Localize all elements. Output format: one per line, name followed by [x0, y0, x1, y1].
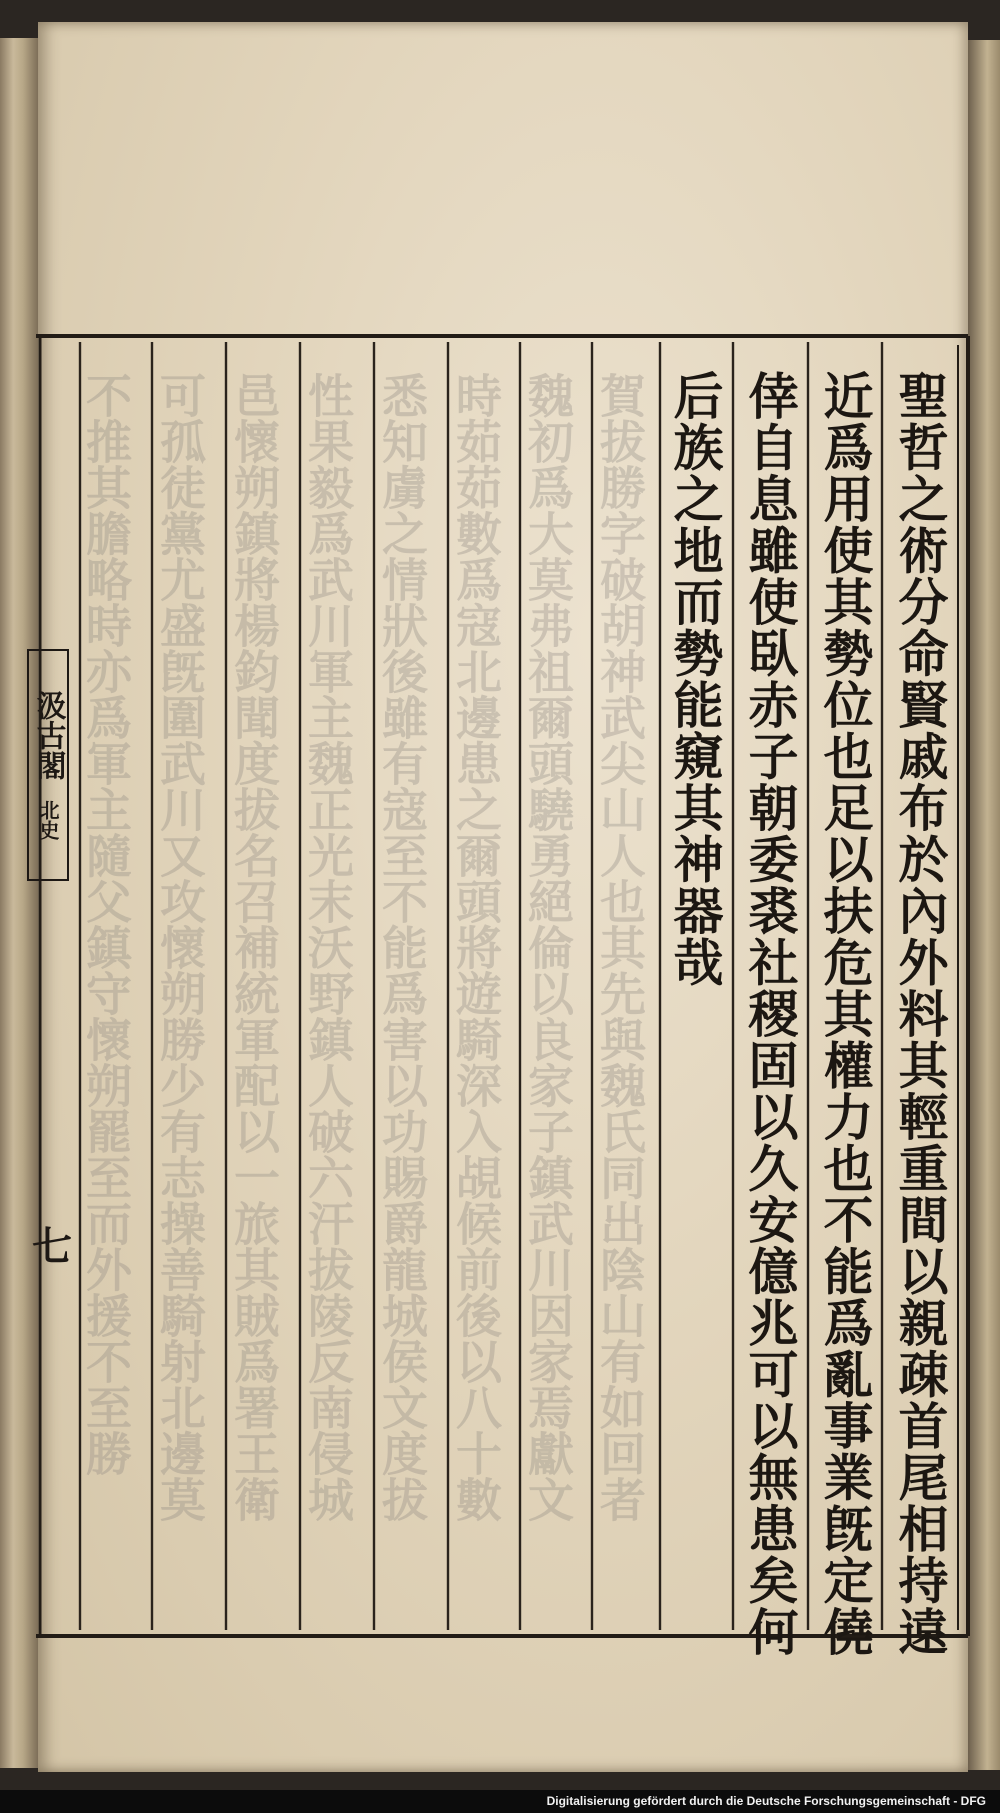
margin-block [28, 650, 72, 1270]
text-column-4: 后族之地而勢能窺其神器哉 [665, 370, 725, 988]
show-through-column: 不推其膽略時亦爲軍主隨父鎮守懷朔罷至而外援不至勝 [79, 372, 133, 1476]
show-through-column: 性果毅爲武川軍主魏正光末沃野鎮人破六汗拔陵反南侵城 [301, 372, 355, 1522]
text-column-2: 近爲用使其勢位也足以扶危其權力也不能爲亂事業旣定僥 [815, 370, 875, 1658]
text-column-3: 倖自息雖使臥赤子朝委裘社稷固以久安億兆可以無患矣何 [740, 370, 800, 1658]
footer-credit: Digitalisierung gefördert durch die Deutsche Forschungsgemeinschaft - DFG [546, 1794, 986, 1808]
show-through-column: 時茹茹數爲寇北邊患之爾頭將遊騎深入覘候前後以八十數 [449, 372, 503, 1522]
show-through-column: 悉知虜之情狀後雖有寇至不能爲害以功賜爵龍城侯文度拔 [375, 372, 429, 1522]
margin-sub-label: 北史 [36, 800, 60, 840]
text-column-1: 聖哲之術分命賢戚布於內外料其輕重間以親疎首尾相持遠 [890, 370, 950, 1658]
show-through-column: 賀拔勝字破胡神武尖山人也其先與魏氏同出陰山有如回者 [593, 372, 647, 1522]
page-number: 七 [32, 1223, 72, 1270]
show-through-column: 可孤徒黨尤盛旣圍武川又攻懷朔勝少有志操善騎射北邊莫 [153, 372, 207, 1522]
margin-label: 汲古閣 [30, 690, 66, 780]
show-through-column: 魏初爲大莫弗祖爾頭驍勇絕倫以良家子鎮武川因家焉獻文 [521, 372, 575, 1522]
show-through-column: 邑懷朔鎮將楊鈞聞度拔名召補統軍配以一旅其賊爲署王衛 [227, 372, 281, 1522]
show-through-text [79, 372, 647, 1522]
